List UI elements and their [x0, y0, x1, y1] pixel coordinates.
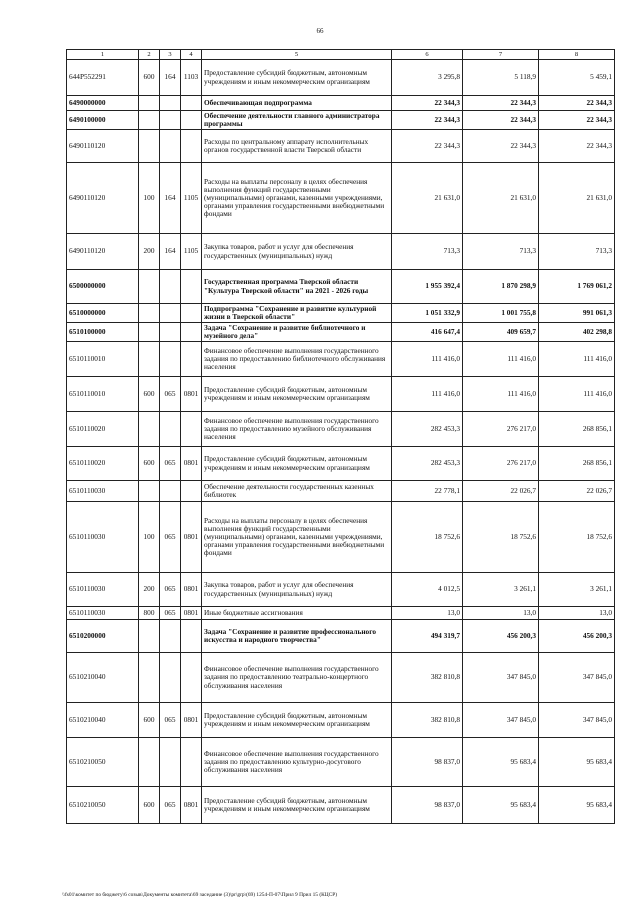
table-row — [67, 653, 615, 703]
amount-col-8: 1 769 061,2 — [539, 270, 615, 304]
row-code: 6510110010 — [67, 377, 139, 412]
row-name: Закупка товаров, работ и услуг для обеспечения государственных (муниципальных) нужд — [202, 573, 392, 607]
amount-col-6: 22 344,3 — [392, 96, 463, 111]
row-code: 6490110120 — [67, 130, 139, 163]
department-code — [160, 270, 181, 304]
section-code: 0801 — [181, 502, 202, 573]
amount-col-6: 282 453,3 — [392, 447, 463, 481]
row-name: Расходы на выплаты персоналу в целях обеспечения выполнения функций государственными (муниципальными) органами, казенными учреждениями, органами управления государственными внебюджетными фондами — [202, 502, 392, 573]
table-row — [67, 412, 615, 447]
amount-col-7: 3 261,1 — [463, 573, 539, 607]
amount-col-7: 409 659,7 — [463, 323, 539, 342]
amount-col-8: 268 856,1 — [539, 412, 615, 447]
row-name: Иные бюджетные ассигнования — [202, 607, 392, 620]
section-code — [181, 653, 202, 703]
section-code — [181, 323, 202, 342]
row-code: 6510110030 — [67, 502, 139, 573]
row-code: 6510210040 — [67, 653, 139, 703]
expense-type-code: 600 — [139, 703, 160, 738]
amount-col-8: 22 344,3 — [539, 130, 615, 163]
amount-col-7: 1 001 755,8 — [463, 304, 539, 323]
section-code — [181, 342, 202, 377]
department-code: 065 — [160, 703, 181, 738]
department-code: 065 — [160, 607, 181, 620]
expense-type-code: 200 — [139, 234, 160, 270]
section-code — [181, 111, 202, 130]
section-code: 0801 — [181, 573, 202, 607]
section-code — [181, 412, 202, 447]
section-code: 0801 — [181, 377, 202, 412]
expense-type-code: 100 — [139, 163, 160, 234]
amount-col-8: 18 752,6 — [539, 502, 615, 573]
amount-col-8: 713,3 — [539, 234, 615, 270]
row-name: Финансовое обеспечение выполнения государственного задания по предоставлению музейного обслуживания населения — [202, 412, 392, 447]
expense-type-code — [139, 96, 160, 111]
amount-col-7: 22 344,3 — [463, 111, 539, 130]
amount-col-7: 22 026,7 — [463, 481, 539, 502]
amount-col-6: 21 631,0 — [392, 163, 463, 234]
table-row — [67, 787, 615, 824]
amount-col-8: 13,0 — [539, 607, 615, 620]
table-row — [67, 304, 615, 323]
department-code — [160, 481, 181, 502]
section-code — [181, 481, 202, 502]
department-code: 164 — [160, 60, 181, 96]
amount-col-7: 713,3 — [463, 234, 539, 270]
table-row — [67, 502, 615, 573]
row-name: Предоставление субсидий бюджетным, автономным учреждениям и иным некоммерческим организациям — [202, 447, 392, 481]
file-path-footer: \\fs01\комитет по бюджету\6 созыв\Документы комитета\69 заседание (3)\pr\grp\(69) 1254-П-07\Прил 9 Прил 15 (КЦСР) — [62, 892, 338, 898]
amount-col-7: 111 416,0 — [463, 377, 539, 412]
row-name: Предоставление субсидий бюджетным, автономным учреждениям и иным некоммерческим организациям — [202, 60, 392, 96]
row-code: 6490000000 — [67, 96, 139, 111]
column-header: 2 — [139, 50, 160, 60]
department-code: 164 — [160, 234, 181, 270]
table-row — [67, 607, 615, 620]
department-code — [160, 653, 181, 703]
amount-col-6: 382 810,8 — [392, 653, 463, 703]
amount-col-8: 22 026,7 — [539, 481, 615, 502]
amount-col-7: 5 118,9 — [463, 60, 539, 96]
amount-col-7: 111 416,0 — [463, 342, 539, 377]
row-code: 6510110030 — [67, 573, 139, 607]
row-code: 6510110030 — [67, 607, 139, 620]
department-code — [160, 130, 181, 163]
amount-col-6: 713,3 — [392, 234, 463, 270]
department-code: 065 — [160, 573, 181, 607]
amount-col-6: 13,0 — [392, 607, 463, 620]
table-row — [67, 481, 615, 502]
section-code — [181, 270, 202, 304]
amount-col-8: 111 416,0 — [539, 342, 615, 377]
section-code: 1103 — [181, 60, 202, 96]
department-code: 065 — [160, 787, 181, 824]
row-name: Задача "Сохранение и развитие профессионального искусства и народного творчества" — [202, 620, 392, 653]
row-code: 6510110020 — [67, 412, 139, 447]
amount-col-7: 22 344,3 — [463, 96, 539, 111]
table-row — [67, 703, 615, 738]
amount-col-7: 276 217,0 — [463, 412, 539, 447]
column-header: 5 — [202, 50, 392, 60]
row-name: Обеспечивающая подпрограмма — [202, 96, 392, 111]
column-header: 8 — [539, 50, 615, 60]
row-name: Расходы на выплаты персоналу в целях обеспечения выполнения функций государственными (муниципальными) органами, казенными учреждениями, органами управления государственными внебюджетными фондами — [202, 163, 392, 234]
amount-col-6: 98 837,0 — [392, 787, 463, 824]
amount-col-7: 1 870 298,9 — [463, 270, 539, 304]
table-row — [67, 130, 615, 163]
section-code — [181, 620, 202, 653]
row-code: 6490110120 — [67, 234, 139, 270]
department-code — [160, 111, 181, 130]
expense-type-code — [139, 130, 160, 163]
column-header: 1 — [67, 50, 139, 60]
section-code: 0801 — [181, 447, 202, 481]
row-name: Обеспечение деятельности главного администратора программы — [202, 111, 392, 130]
row-code: 6510210050 — [67, 738, 139, 787]
section-code: 1105 — [181, 234, 202, 270]
section-code — [181, 96, 202, 111]
amount-col-6: 22 344,3 — [392, 111, 463, 130]
section-code: 1105 — [181, 163, 202, 234]
department-code: 065 — [160, 502, 181, 573]
section-code — [181, 304, 202, 323]
amount-col-8: 402 298,8 — [539, 323, 615, 342]
expense-type-code: 600 — [139, 377, 160, 412]
department-code: 065 — [160, 377, 181, 412]
expense-type-code: 600 — [139, 787, 160, 824]
table-row — [67, 111, 615, 130]
row-name: Финансовое обеспечение выполнения государственного задания по предоставлению театрально-концертного обслуживания населения — [202, 653, 392, 703]
expense-type-code — [139, 653, 160, 703]
amount-col-8: 347 845,0 — [539, 653, 615, 703]
table-row — [67, 573, 615, 607]
section-code: 0801 — [181, 787, 202, 824]
expense-type-code — [139, 111, 160, 130]
table-row — [67, 447, 615, 481]
amount-col-7: 21 631,0 — [463, 163, 539, 234]
table-row — [67, 377, 615, 412]
amount-col-8: 111 416,0 — [539, 377, 615, 412]
amount-col-6: 22 778,1 — [392, 481, 463, 502]
row-name: Финансовое обеспечение выполнения государственного задания по предоставлению культурно-досугового обслуживания населения — [202, 738, 392, 787]
department-code — [160, 620, 181, 653]
amount-col-6: 22 344,3 — [392, 130, 463, 163]
amount-col-8: 3 261,1 — [539, 573, 615, 607]
amount-col-7: 13,0 — [463, 607, 539, 620]
table-row — [67, 270, 615, 304]
table-row — [67, 323, 615, 342]
amount-col-7: 18 752,6 — [463, 502, 539, 573]
amount-col-8: 268 856,1 — [539, 447, 615, 481]
amount-col-6: 416 647,4 — [392, 323, 463, 342]
expense-type-code — [139, 342, 160, 377]
column-header: 3 — [160, 50, 181, 60]
row-name: Задача "Сохранение и развитие библиотечного и музейного дела" — [202, 323, 392, 342]
amount-col-7: 95 683,4 — [463, 787, 539, 824]
expense-type-code — [139, 412, 160, 447]
amount-col-6: 111 416,0 — [392, 342, 463, 377]
row-code: 6490110120 — [67, 163, 139, 234]
department-code — [160, 412, 181, 447]
amount-col-6: 18 752,6 — [392, 502, 463, 573]
amount-col-6: 1 955 392,4 — [392, 270, 463, 304]
department-code — [160, 342, 181, 377]
row-name: Финансовое обеспечение выполнения государственного задания по предоставлению библиотечного обслуживания населения — [202, 342, 392, 377]
column-header: 4 — [181, 50, 202, 60]
row-code: 6510000000 — [67, 304, 139, 323]
table-row — [67, 342, 615, 377]
amount-col-7: 22 344,3 — [463, 130, 539, 163]
table-row — [67, 96, 615, 111]
department-code: 065 — [160, 447, 181, 481]
table-row — [67, 738, 615, 787]
table-row — [67, 60, 615, 96]
expense-type-code — [139, 620, 160, 653]
expense-type-code: 600 — [139, 60, 160, 96]
table-row — [67, 234, 615, 270]
row-name: Обеспечение деятельности государственных казенных библиотек — [202, 481, 392, 502]
section-code — [181, 130, 202, 163]
row-code: 6510110030 — [67, 481, 139, 502]
amount-col-8: 347 845,0 — [539, 703, 615, 738]
amount-col-8: 21 631,0 — [539, 163, 615, 234]
row-name: Предоставление субсидий бюджетным, автономным учреждениям и иным некоммерческим организациям — [202, 703, 392, 738]
row-name: Предоставление субсидий бюджетным, автономным учреждениям и иным некоммерческим организациям — [202, 787, 392, 824]
row-name: Подпрограмма "Сохранение и развитие культурной жизни в Тверской области" — [202, 304, 392, 323]
department-code — [160, 304, 181, 323]
amount-col-6: 111 416,0 — [392, 377, 463, 412]
department-code: 164 — [160, 163, 181, 234]
amount-col-8: 991 061,3 — [539, 304, 615, 323]
expense-type-code: 200 — [139, 573, 160, 607]
table-row — [67, 620, 615, 653]
header-row — [67, 50, 615, 60]
expense-type-code — [139, 270, 160, 304]
column-header: 6 — [392, 50, 463, 60]
row-code: 6500000000 — [67, 270, 139, 304]
amount-col-6: 3 295,8 — [392, 60, 463, 96]
budget-table — [66, 49, 615, 824]
row-name: Государственная программа Тверской области "Культура Тверской области" на 2021 - 2026 годы — [202, 270, 392, 304]
amount-col-8: 5 459,1 — [539, 60, 615, 96]
amount-col-8: 95 683,4 — [539, 787, 615, 824]
amount-col-7: 456 200,3 — [463, 620, 539, 653]
expense-type-code — [139, 323, 160, 342]
expense-type-code: 600 — [139, 447, 160, 481]
row-code: 6490100000 — [67, 111, 139, 130]
section-code — [181, 738, 202, 787]
amount-col-6: 98 837,0 — [392, 738, 463, 787]
section-code: 0801 — [181, 607, 202, 620]
column-header: 7 — [463, 50, 539, 60]
amount-col-6: 4 012,5 — [392, 573, 463, 607]
amount-col-6: 382 810,8 — [392, 703, 463, 738]
amount-col-8: 22 344,3 — [539, 111, 615, 130]
row-code: 6510210050 — [67, 787, 139, 824]
amount-col-7: 95 683,4 — [463, 738, 539, 787]
expense-type-code: 100 — [139, 502, 160, 573]
row-name: Закупка товаров, работ и услуг для обеспечения государственных (муниципальных) нужд — [202, 234, 392, 270]
expense-type-code: 800 — [139, 607, 160, 620]
page-number: 66 — [316, 27, 324, 35]
row-code: 644P552291 — [67, 60, 139, 96]
section-code: 0801 — [181, 703, 202, 738]
amount-col-8: 456 200,3 — [539, 620, 615, 653]
department-code — [160, 738, 181, 787]
row-code: 6510110020 — [67, 447, 139, 481]
row-code: 6510110010 — [67, 342, 139, 377]
table-row — [67, 163, 615, 234]
amount-col-6: 1 051 332,9 — [392, 304, 463, 323]
row-code: 6510100000 — [67, 323, 139, 342]
amount-col-7: 276 217,0 — [463, 447, 539, 481]
amount-col-6: 282 453,3 — [392, 412, 463, 447]
amount-col-7: 347 845,0 — [463, 703, 539, 738]
amount-col-8: 95 683,4 — [539, 738, 615, 787]
row-name: Предоставление субсидий бюджетным, автономным учреждениям и иным некоммерческим организациям — [202, 377, 392, 412]
amount-col-8: 22 344,3 — [539, 96, 615, 111]
expense-type-code — [139, 738, 160, 787]
amount-col-6: 494 319,7 — [392, 620, 463, 653]
amount-col-7: 347 845,0 — [463, 653, 539, 703]
row-name: Расходы по центральному аппарату исполнительных органов государственной власти Тверской области — [202, 130, 392, 163]
row-code: 6510210040 — [67, 703, 139, 738]
department-code — [160, 323, 181, 342]
department-code — [160, 96, 181, 111]
expense-type-code — [139, 304, 160, 323]
row-code: 6510200000 — [67, 620, 139, 653]
expense-type-code — [139, 481, 160, 502]
